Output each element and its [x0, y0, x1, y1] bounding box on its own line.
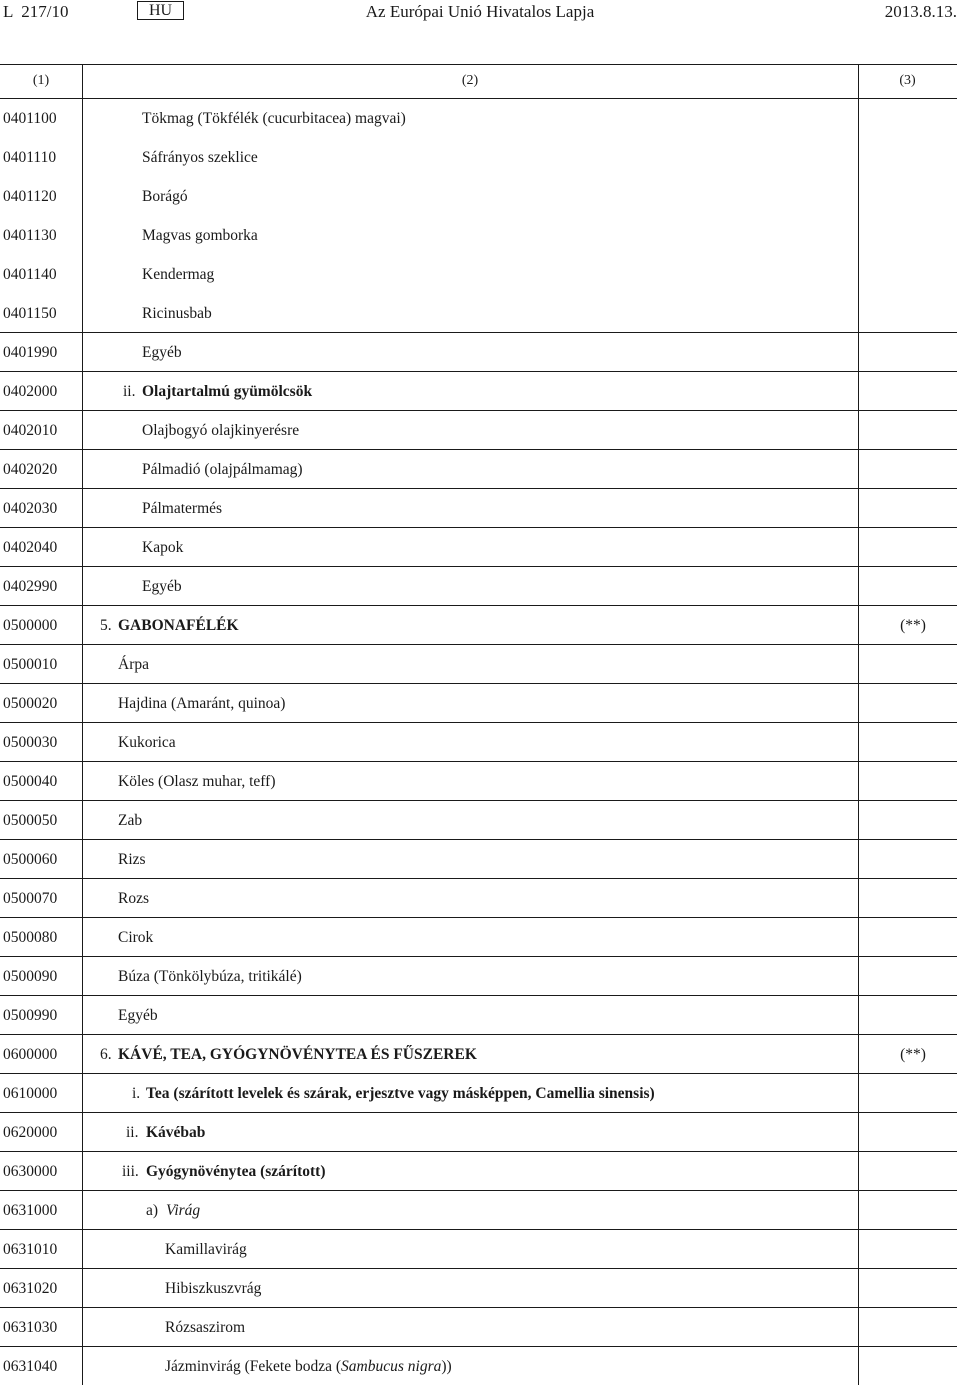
row-code: 0631020 — [3, 1280, 58, 1297]
row-description: Zab — [118, 812, 143, 829]
table-row — [0, 918, 957, 957]
row-prefix: a) — [146, 1202, 159, 1219]
row-description: Kávébab — [146, 1124, 206, 1141]
table-row — [0, 723, 957, 762]
table-row — [0, 879, 957, 918]
row-description: GABONAFÉLÉK — [118, 617, 239, 634]
row-description-text: Jázminvirág (Fekete bodza ( — [165, 1358, 342, 1375]
row-prefix: ii. — [126, 1124, 139, 1141]
row-description: Magvas gomborka — [142, 227, 258, 244]
row-description: Kukorica — [118, 734, 176, 751]
table-row — [0, 1269, 957, 1308]
row-description: Kamillavirág — [165, 1241, 247, 1258]
row-prefix: 6. — [100, 1046, 112, 1063]
row-code: 0401120 — [3, 188, 57, 205]
row-description: Búza (Tönkölybúza, tritikálé) — [118, 968, 302, 985]
row-description-latin-name: Sambucus nigra — [341, 1358, 442, 1375]
row-code: 0500030 — [3, 734, 58, 751]
table-row — [0, 1230, 957, 1269]
table-row — [0, 372, 957, 411]
row-code: 0630000 — [3, 1163, 58, 1180]
row-code: 0401130 — [3, 227, 57, 244]
table-row — [0, 1191, 957, 1230]
row-note: (**) — [900, 617, 926, 634]
row-description: Pálmatermés — [142, 500, 223, 517]
column-header-note: (3) — [899, 73, 916, 88]
table-row — [0, 216, 957, 255]
row-description-suffix: )) — [441, 1358, 452, 1375]
row-description: Rózsaszirom — [165, 1319, 246, 1336]
row-prefix: 5. — [100, 617, 112, 634]
row-prefix: iii. — [122, 1163, 139, 1180]
table-header — [0, 65, 957, 99]
row-description: Egyéb — [118, 1007, 158, 1024]
row-description: Tea (szárított levelek és szárak, erjesztve vagy másképpen, Camellia sinensis) — [146, 1085, 655, 1102]
row-code: 0631000 — [3, 1202, 58, 1219]
table-row — [0, 1035, 957, 1074]
table-row — [0, 99, 957, 138]
journal-title: Az Európai Unió Hivatalos Lapja — [365, 2, 595, 21]
column-header-code: (1) — [32, 73, 50, 88]
table-row — [0, 567, 957, 606]
table-row — [0, 255, 957, 294]
table-row — [0, 1308, 957, 1347]
row-description — [165, 1358, 452, 1376]
table-row — [0, 606, 957, 645]
table-row — [0, 294, 957, 333]
column-header-description: (2) — [461, 73, 479, 88]
row-code: 0631040 — [3, 1358, 58, 1375]
table-row — [0, 411, 957, 450]
table-row — [0, 450, 957, 489]
row-description: Pálmadió (olajpálmamag) — [142, 461, 303, 478]
table-row — [0, 489, 957, 528]
row-prefix: ii. — [123, 383, 136, 400]
row-code: 0500050 — [3, 812, 58, 829]
table-row — [0, 333, 957, 372]
row-description: Köles (Olasz muhar, teff) — [118, 773, 276, 790]
row-description: Olajtartalmú gyümölcsök — [142, 383, 313, 400]
row-code: 0500090 — [3, 968, 58, 985]
row-code: 0402040 — [3, 539, 58, 556]
table-row — [0, 801, 957, 840]
language-badge: HU — [137, 1, 184, 20]
row-description: Sáfrányos szeklice — [142, 149, 258, 166]
row-code: 0500040 — [3, 773, 58, 790]
row-code: 0620000 — [3, 1124, 58, 1141]
row-code: 0500020 — [3, 695, 58, 712]
table-row — [0, 957, 957, 996]
row-description: Rizs — [118, 851, 146, 868]
row-description: Virág — [166, 1202, 201, 1219]
row-description: Hibiszkuszvrág — [165, 1280, 262, 1297]
row-prefix: i. — [132, 1085, 141, 1102]
table-row — [0, 1152, 957, 1191]
table-row — [0, 1113, 957, 1152]
row-code: 0600000 — [3, 1046, 58, 1063]
row-code: 0500080 — [3, 929, 58, 946]
row-code: 0402010 — [3, 422, 58, 439]
row-description: KÁVÉ, TEA, GYÓGYNÖVÉNYTEA ÉS FŰSZEREK — [118, 1046, 477, 1063]
publication-date: 2013.8.13. — [884, 2, 957, 21]
row-description: Hajdina (Amaránt, quinoa) — [118, 695, 286, 712]
table-row — [0, 177, 957, 216]
table-row — [0, 645, 957, 684]
row-code: 0500060 — [3, 851, 58, 868]
row-description: Gyógynövénytea (szárított) — [146, 1163, 326, 1180]
row-code: 0631030 — [3, 1319, 58, 1336]
table-row — [0, 840, 957, 879]
row-code: 0402020 — [3, 461, 58, 478]
row-code: 0401140 — [3, 266, 57, 283]
row-description: Rozs — [118, 890, 149, 907]
row-description: Kendermag — [142, 266, 215, 283]
table-row — [0, 1074, 957, 1113]
row-code: 0631010 — [3, 1241, 58, 1258]
table-row — [0, 762, 957, 801]
row-description: Egyéb — [142, 344, 182, 361]
row-description: Tökmag (Tökfélék (cucurbitacea) magvai) — [142, 110, 406, 127]
row-code: 0402000 — [3, 383, 58, 400]
row-code: 0402990 — [3, 578, 58, 595]
row-code: 0401110 — [3, 149, 57, 166]
row-description: Ricinusbab — [142, 305, 212, 322]
row-code: 0500990 — [3, 1007, 58, 1024]
row-description: Egyéb — [142, 578, 182, 595]
row-description: Olajbogyó olajkinyerésre — [142, 422, 300, 439]
table-row — [0, 138, 957, 177]
row-description: Borágó — [142, 188, 188, 205]
table-row — [0, 684, 957, 723]
row-note: (**) — [900, 1046, 926, 1063]
product-code-table — [0, 64, 957, 1385]
row-description: Cirok — [118, 929, 154, 946]
row-description: Kapok — [142, 539, 184, 556]
table-row — [0, 996, 957, 1035]
table-row — [0, 528, 957, 567]
row-code: 0500000 — [3, 617, 58, 634]
row-code: 0401100 — [3, 110, 57, 127]
page-reference: L 217/10 — [3, 2, 69, 21]
table-row — [0, 1347, 957, 1385]
table-body — [0, 99, 957, 1385]
row-code: 0401990 — [3, 344, 58, 361]
row-code: 0500010 — [3, 656, 58, 673]
row-code: 0500070 — [3, 890, 58, 907]
row-description: Árpa — [118, 656, 149, 673]
page-header — [0, 0, 960, 26]
row-code: 0610000 — [3, 1085, 58, 1102]
row-code: 0402030 — [3, 500, 58, 517]
row-code: 0401150 — [3, 305, 57, 322]
